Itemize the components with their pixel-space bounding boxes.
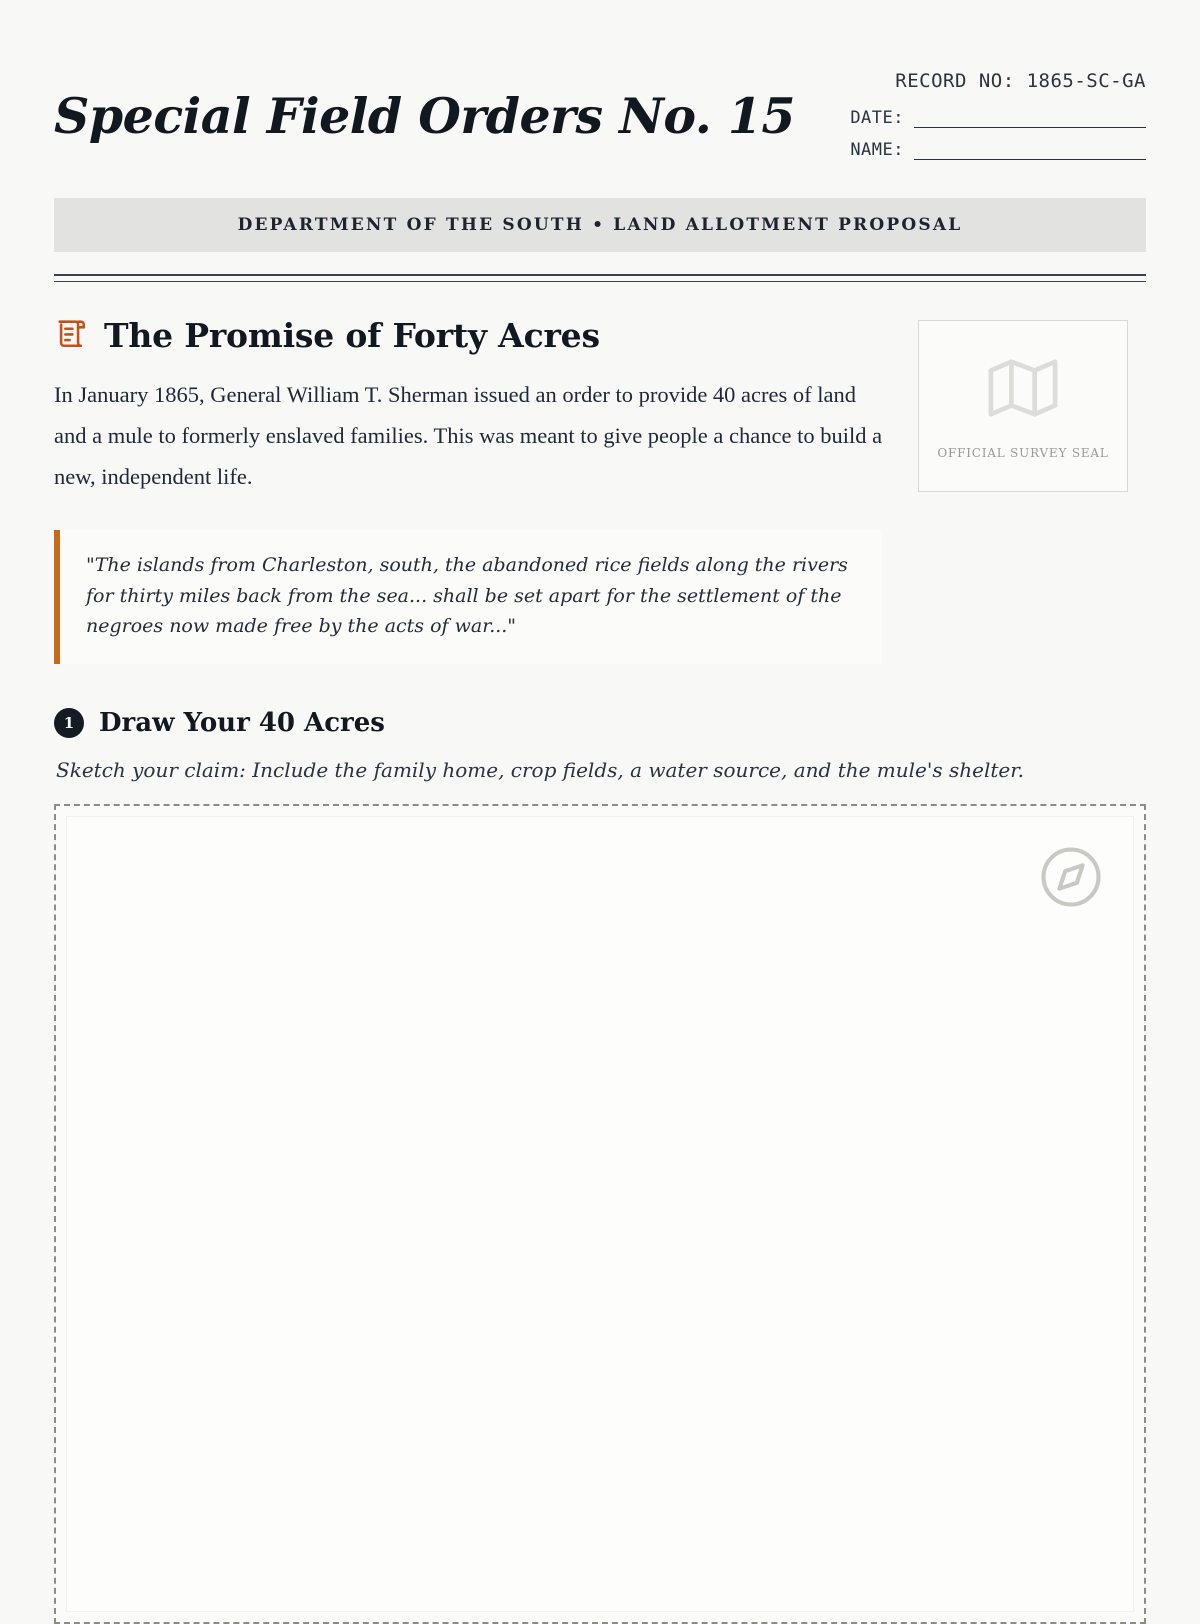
drawing-canvas[interactable]: [54, 804, 1146, 1624]
section-title: The Promise of Forty Acres: [104, 316, 600, 355]
name-input-line[interactable]: [914, 142, 1146, 160]
task-instruction: Sketch your claim: Include the family home, crop fields, a water source, and the mule's shelter.: [56, 758, 1024, 783]
name-label: NAME:: [850, 140, 904, 160]
date-field-row: [850, 108, 1146, 128]
section-body: In January 1865, General William T. Sherman issued an order to provide 40 acres of land and a mule to formerly enslaved families. This was meant to give people a chance to build a new, independent life.: [54, 382, 883, 489]
header-meta-block: [850, 62, 1146, 172]
pull-quote: [54, 530, 882, 664]
scroll-icon: [54, 316, 88, 355]
pull-quote-text: "The islands from Charleston, south, the abandoned rice fields along the rivers for thirty miles back from the sea... shall be set apart for the settlement of the negroes now made free by the acts of war...": [86, 553, 848, 638]
compass-icon: [1038, 844, 1104, 915]
date-input-line[interactable]: [914, 110, 1146, 128]
divider-thin: [54, 281, 1146, 282]
step-number-badge: 1: [54, 708, 84, 738]
task-header: [54, 708, 1146, 738]
date-label: DATE:: [850, 108, 904, 128]
drawing-canvas-inner[interactable]: [66, 816, 1134, 1612]
page-title: Special Field Orders No. 15: [54, 87, 796, 145]
main-content: [54, 316, 1146, 664]
section-header: [54, 316, 894, 355]
record-number: RECORD NO: 1865-SC-GA: [895, 70, 1146, 92]
task-section: [54, 708, 1146, 1624]
seal-caption: OFFICIAL SURVEY SEAL: [937, 445, 1109, 460]
map-icon: [983, 353, 1063, 428]
divider-thick: [54, 274, 1146, 276]
task-title: Draw Your 40 Acres: [99, 708, 385, 739]
department-band: DEPARTMENT OF THE SOUTH • LAND ALLOTMENT PROPOSAL: [54, 198, 1146, 252]
official-seal: [918, 320, 1128, 492]
name-field-row: [850, 140, 1146, 160]
content-column: [54, 316, 894, 664]
divider-rules: [54, 274, 1146, 282]
document-header: [54, 40, 1146, 172]
